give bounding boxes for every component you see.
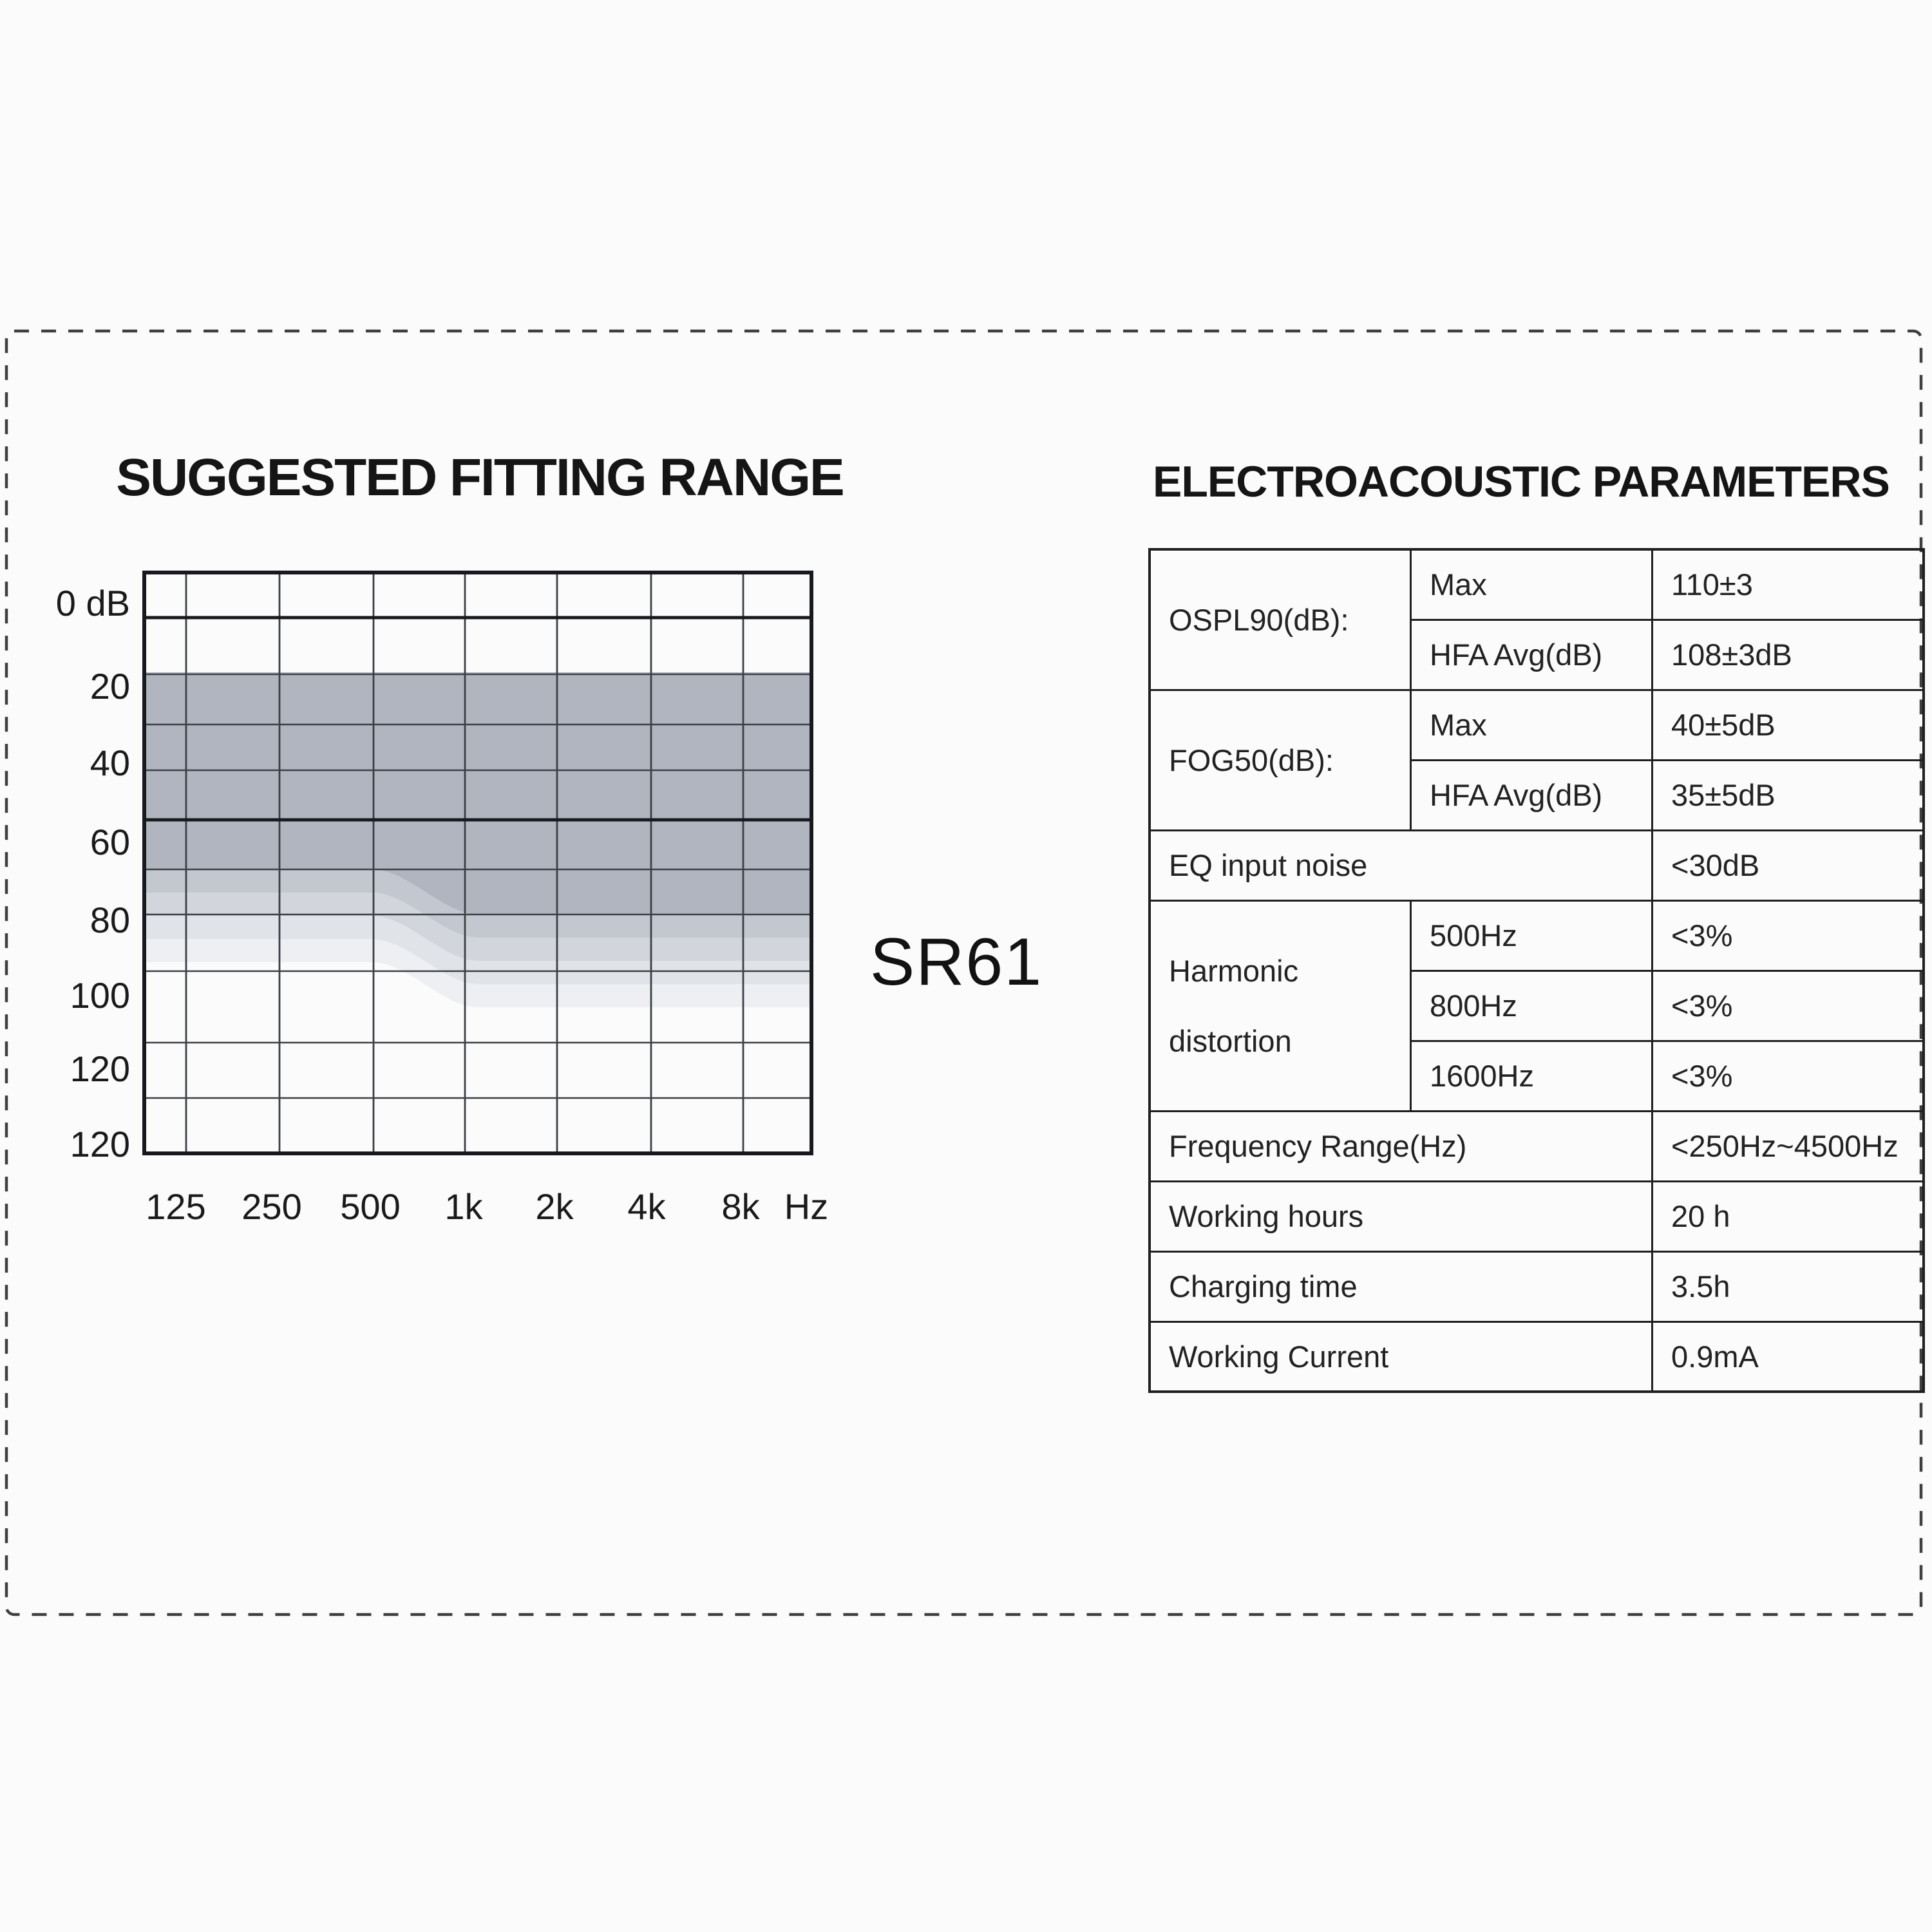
table-row xyxy=(1150,830,1924,900)
y-axis-tick-labels xyxy=(56,583,130,1164)
model-name-label: SR61 xyxy=(869,925,1043,999)
param-working-current-label: Working Current xyxy=(1150,1321,1653,1392)
param-working-hours-label: Working hours xyxy=(1150,1181,1653,1251)
x-tick-8k: 8k xyxy=(721,1186,760,1227)
param-ospl90-max-value: 110±3 xyxy=(1653,549,1924,620)
harmonic-label-line1: Harmonic xyxy=(1169,953,1299,988)
param-eq-noise-label: EQ input noise xyxy=(1150,830,1653,900)
param-harmonic-500-label: 500Hz xyxy=(1411,900,1653,971)
y-tick-80: 80 xyxy=(90,900,130,940)
x-tick-125: 125 xyxy=(146,1186,206,1227)
param-working-current-value: 0.9mA xyxy=(1653,1321,1924,1392)
x-tick-1k: 1k xyxy=(444,1186,483,1227)
x-tick-500: 500 xyxy=(340,1186,401,1227)
table-row xyxy=(1150,900,1924,971)
param-ospl90-max-label: Max xyxy=(1411,549,1653,620)
table-row xyxy=(1150,1251,1924,1321)
param-fog50-hfa-value: 35±5dB xyxy=(1653,760,1924,830)
x-axis-unit-hz: Hz xyxy=(784,1186,829,1227)
param-fog50-max-value: 40±5dB xyxy=(1653,690,1924,760)
fitting-range-band xyxy=(144,672,811,1007)
param-harmonic-800-value: <3% xyxy=(1653,971,1924,1041)
param-fog50-hfa-label: HFA Avg(dB) xyxy=(1411,760,1653,830)
y-tick-100: 100 xyxy=(70,975,130,1016)
table-row xyxy=(1150,1111,1924,1181)
param-charging-time-value: 3.5h xyxy=(1653,1251,1924,1321)
x-axis-tick-labels xyxy=(146,1186,828,1227)
x-tick-4k: 4k xyxy=(627,1186,666,1227)
table-row xyxy=(1150,1321,1924,1392)
param-harmonic-1600-label: 1600Hz xyxy=(1411,1041,1653,1111)
y-tick-120-a: 120 xyxy=(70,1048,130,1089)
y-tick-120-b: 120 xyxy=(70,1124,130,1164)
param-eq-noise-value: <30dB xyxy=(1653,830,1924,900)
y-tick-20: 20 xyxy=(90,666,130,706)
param-frequency-range-value: <250Hz~4500Hz xyxy=(1653,1111,1924,1181)
param-frequency-range-label: Frequency Range(Hz) xyxy=(1150,1111,1653,1181)
x-tick-2k: 2k xyxy=(535,1186,574,1227)
param-ospl90-hfa-label: HFA Avg(dB) xyxy=(1411,620,1653,690)
parameters-table xyxy=(1148,548,1925,1393)
param-ospl90-label: OSPL90(dB): xyxy=(1150,549,1411,690)
fitting-range-title: SUGGESTED FITTING RANGE xyxy=(116,448,844,507)
param-harmonic-500-value: <3% xyxy=(1653,900,1924,971)
y-tick-0db: 0 dB xyxy=(55,583,130,623)
param-harmonic-1600-value: <3% xyxy=(1653,1041,1924,1111)
param-working-hours-value: 20 h xyxy=(1653,1181,1924,1251)
y-tick-60: 60 xyxy=(90,822,130,862)
harmonic-label-line2: distortion xyxy=(1169,1023,1292,1058)
param-fog50-label: FOG50(dB): xyxy=(1150,690,1411,830)
x-tick-250: 250 xyxy=(242,1186,302,1227)
table-row xyxy=(1150,549,1924,620)
table-row xyxy=(1150,690,1924,760)
parameters-title: ELECTROACOUSTIC PARAMETERS xyxy=(1153,457,1889,506)
table-row xyxy=(1150,1181,1924,1251)
param-harmonic-label xyxy=(1150,900,1411,1111)
param-fog50-max-label: Max xyxy=(1411,690,1653,760)
param-harmonic-800-label: 800Hz xyxy=(1411,971,1653,1041)
y-tick-40: 40 xyxy=(90,743,130,783)
param-ospl90-hfa-value: 108±3dB xyxy=(1653,620,1924,690)
param-charging-time-label: Charging time xyxy=(1150,1251,1653,1321)
